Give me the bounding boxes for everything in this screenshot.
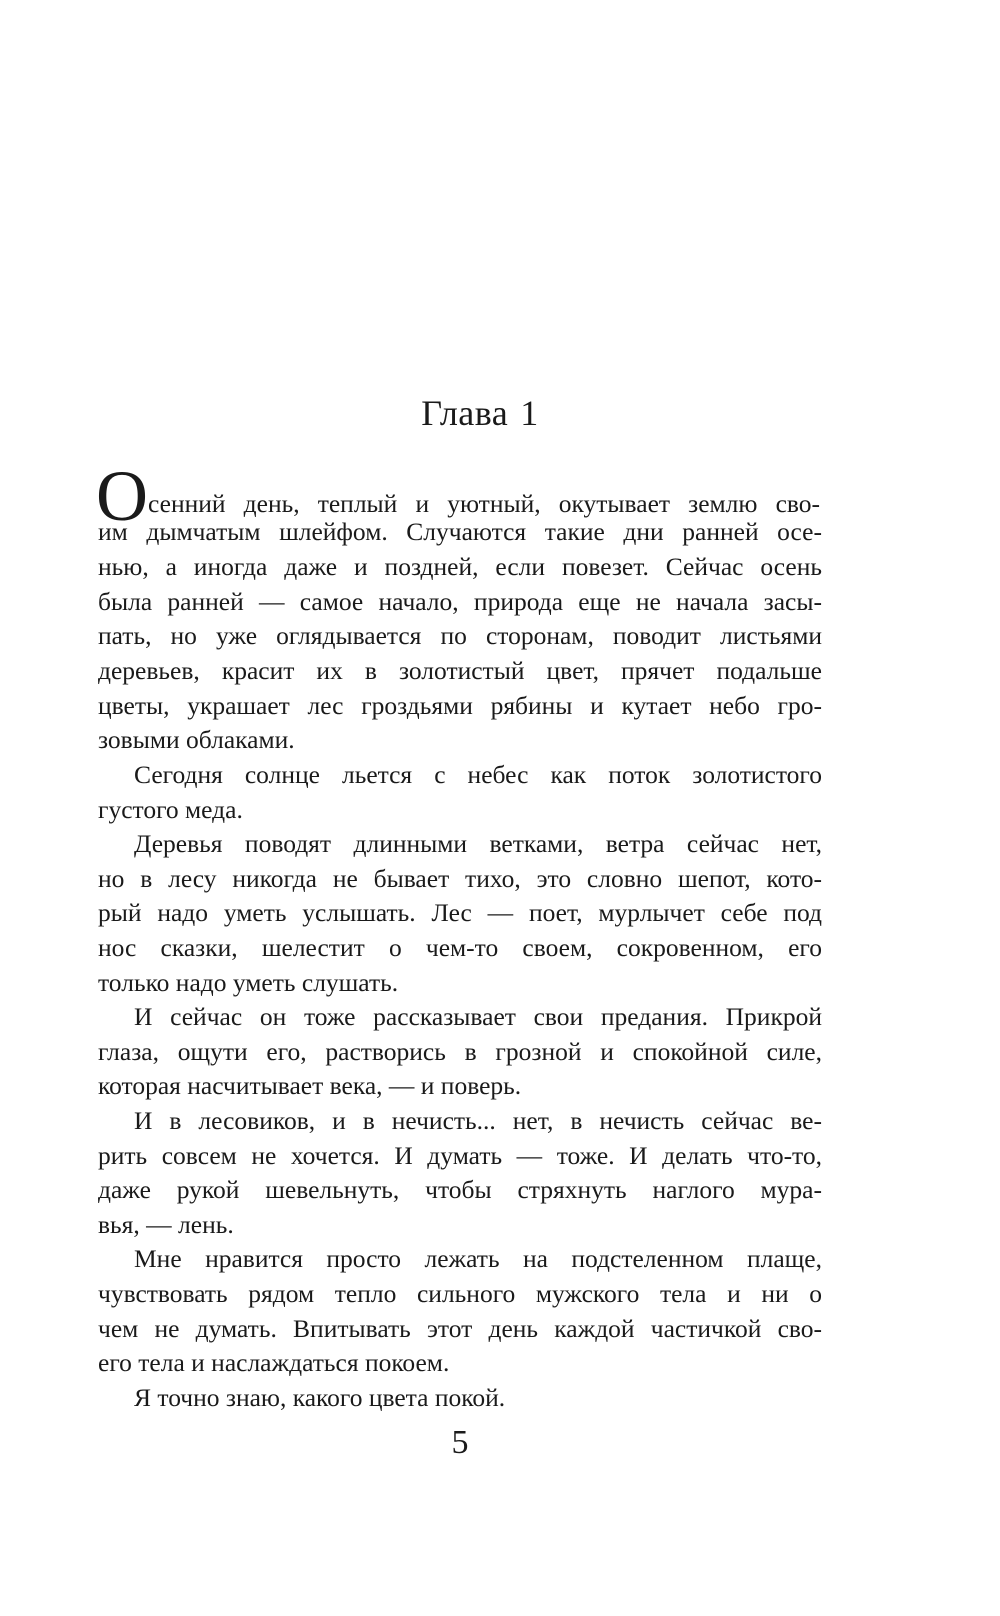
- text-line: чем не думать. Впитывать этот день каждой частичкой сво-: [98, 1314, 822, 1343]
- text-line: была ранней — самое начало, природа еще не начала засы-: [98, 587, 822, 616]
- text-line: Мне нравится просто лежать на подстеленном плаще,: [134, 1244, 822, 1273]
- text-line: густого меда.: [98, 795, 243, 824]
- text-line: только надо уметь слушать.: [98, 968, 399, 997]
- text-line: пать, но уже оглядывается по сторонам, поводит листьями: [98, 621, 822, 650]
- text-line: Сегодня солнце льется с небес как поток золотистого: [134, 760, 822, 789]
- text-line: нос сказки, шелестит о чем-то своем, сокровенном, его: [98, 933, 822, 962]
- line-text: сенний день, теплый и уютный, окутывает землю сво-: [148, 489, 820, 518]
- chapter-number: 1: [520, 393, 539, 433]
- text-line: цветы, украшает лес гроздьями рябины и кутает небо гро-: [98, 691, 822, 720]
- text-line: глаза, ощути его, растворись в грозной и спокойной силе,: [98, 1037, 822, 1066]
- drop-cap: О: [96, 456, 146, 536]
- text-line: рый надо уметь услышать. Лес — поет, мурлычет себе под: [98, 898, 822, 927]
- text-line: Деревья поводят длинными ветками, ветра сейчас нет,: [134, 829, 822, 858]
- text-line: его тела и наслаждаться покоем.: [98, 1348, 450, 1377]
- text-line: им дымчатым шлейфом. Случаются такие дни ранней осе-: [98, 517, 822, 546]
- text-line: но в лесу никогда не бывает тихо, это словно шепот, кото-: [98, 864, 822, 893]
- text-line: которая насчитывает века, — и поверь.: [98, 1071, 522, 1100]
- text-line: нью, а иногда даже и поздней, если повезет. Сейчас осень: [98, 552, 822, 581]
- text-line: даже рукой шевельнуть, чтобы стряхнуть наглого мура-: [98, 1175, 822, 1204]
- text-line: Я точно знаю, какого цвета покой.: [134, 1383, 506, 1412]
- text-line: чувствовать рядом тепло сильного мужского тела и ни о: [98, 1279, 822, 1308]
- text-line: вья, — лень.: [98, 1210, 234, 1239]
- chapter-label: Глава: [421, 393, 509, 433]
- text-line: деревьев, красит их в золотистый цвет, прячет подальше: [98, 656, 822, 685]
- text-line: рить совсем не хочется. И думать — тоже. И делать что-то,: [98, 1141, 822, 1170]
- text-line: зовыми облаками.: [98, 725, 295, 754]
- page-number: 5: [451, 1424, 469, 1461]
- text-line: И в лесовиков, и в нечисть... нет, в нечисть сейчас ве-: [134, 1106, 822, 1135]
- chapter-title: [0, 392, 960, 434]
- text-line: И сейчас он тоже рассказывает свои предания. Прикрой: [134, 1002, 822, 1031]
